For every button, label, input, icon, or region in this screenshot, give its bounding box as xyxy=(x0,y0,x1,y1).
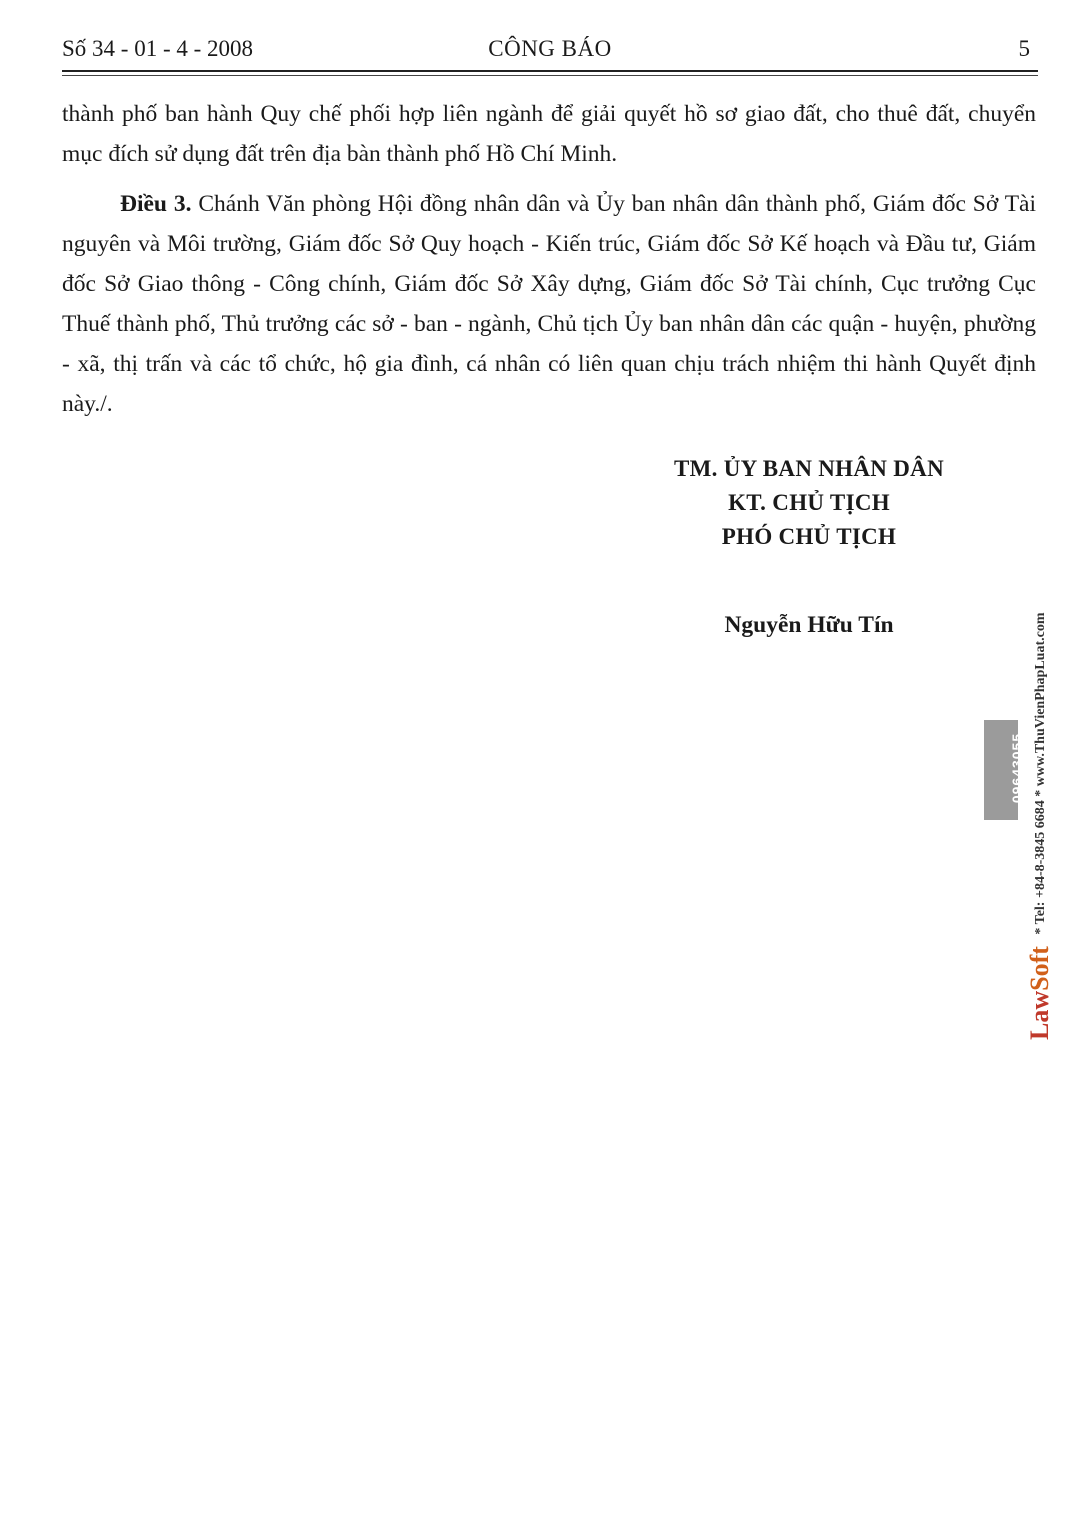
watermark-brand xyxy=(1025,946,1054,1040)
article-3-paragraph xyxy=(62,184,1036,424)
watermark-contact: * Tel: +84-8-3845 6684 * www.ThuVienPhapLuat.com xyxy=(1033,612,1048,939)
signature-block xyxy=(600,452,1018,554)
signer-name: Nguyễn Hữu Tín xyxy=(724,612,894,638)
watermark-brand-soft: Soft xyxy=(1025,946,1054,991)
continuation-paragraph: thành phố ban hành Quy chế phối hợp liên ngành để giải quyết hồ sơ giao đất, cho thuê đất, chuyển mục đích sử dụng đất trên địa bàn thành phố Hồ Chí Minh. xyxy=(62,101,1036,167)
header-rule-thin xyxy=(62,75,1038,76)
document-body xyxy=(62,94,1036,424)
signature-line-1: TM. ỦY BAN NHÂN DÂN xyxy=(674,456,944,481)
page-header xyxy=(62,34,1038,68)
header-rule-thick xyxy=(62,70,1038,72)
lawsoft-watermark xyxy=(1025,480,1055,1040)
issue-number: Số 34 - 01 - 4 - 2008 xyxy=(62,36,254,61)
signature-line-3: PHÓ CHỦ TỊCH xyxy=(721,524,897,549)
page-number: 5 xyxy=(1018,36,1030,61)
article-3-text: Chánh Văn phòng Hội đồng nhân dân và Ủy ban nhân dân thành phố, Giám đốc Sở Tài nguyên và Môi trường, Giám đốc Sở Quy hoạch - Kiến trúc, Giám đốc Sở Kế hoạch và Đầu tư, Giám đốc Sở Giao thông - Công chính, Giám đốc Sở Xây dựng, Giám đốc Sở Tài chính, Cục trưởng Cục Thuế thành phố, Thủ trưởng các sở - ban - ngành, Chủ tịch Ủy ban nhân dân các quận - huyện, phường - xã, thị trấn và các tổ chức, hộ gia đình, cá nhân có liên quan chịu trách nhiệm thi hành Quyết định này./. xyxy=(62,191,1037,417)
gazette-title: CÔNG BÁO xyxy=(488,36,612,61)
watermark-badge-text: 09643055 xyxy=(1009,732,1025,804)
article-3-label: Điều 3. xyxy=(120,191,192,217)
signature-line-2: KT. CHỦ TỊCH xyxy=(728,490,890,515)
watermark-brand-law: Law xyxy=(1025,990,1054,1040)
